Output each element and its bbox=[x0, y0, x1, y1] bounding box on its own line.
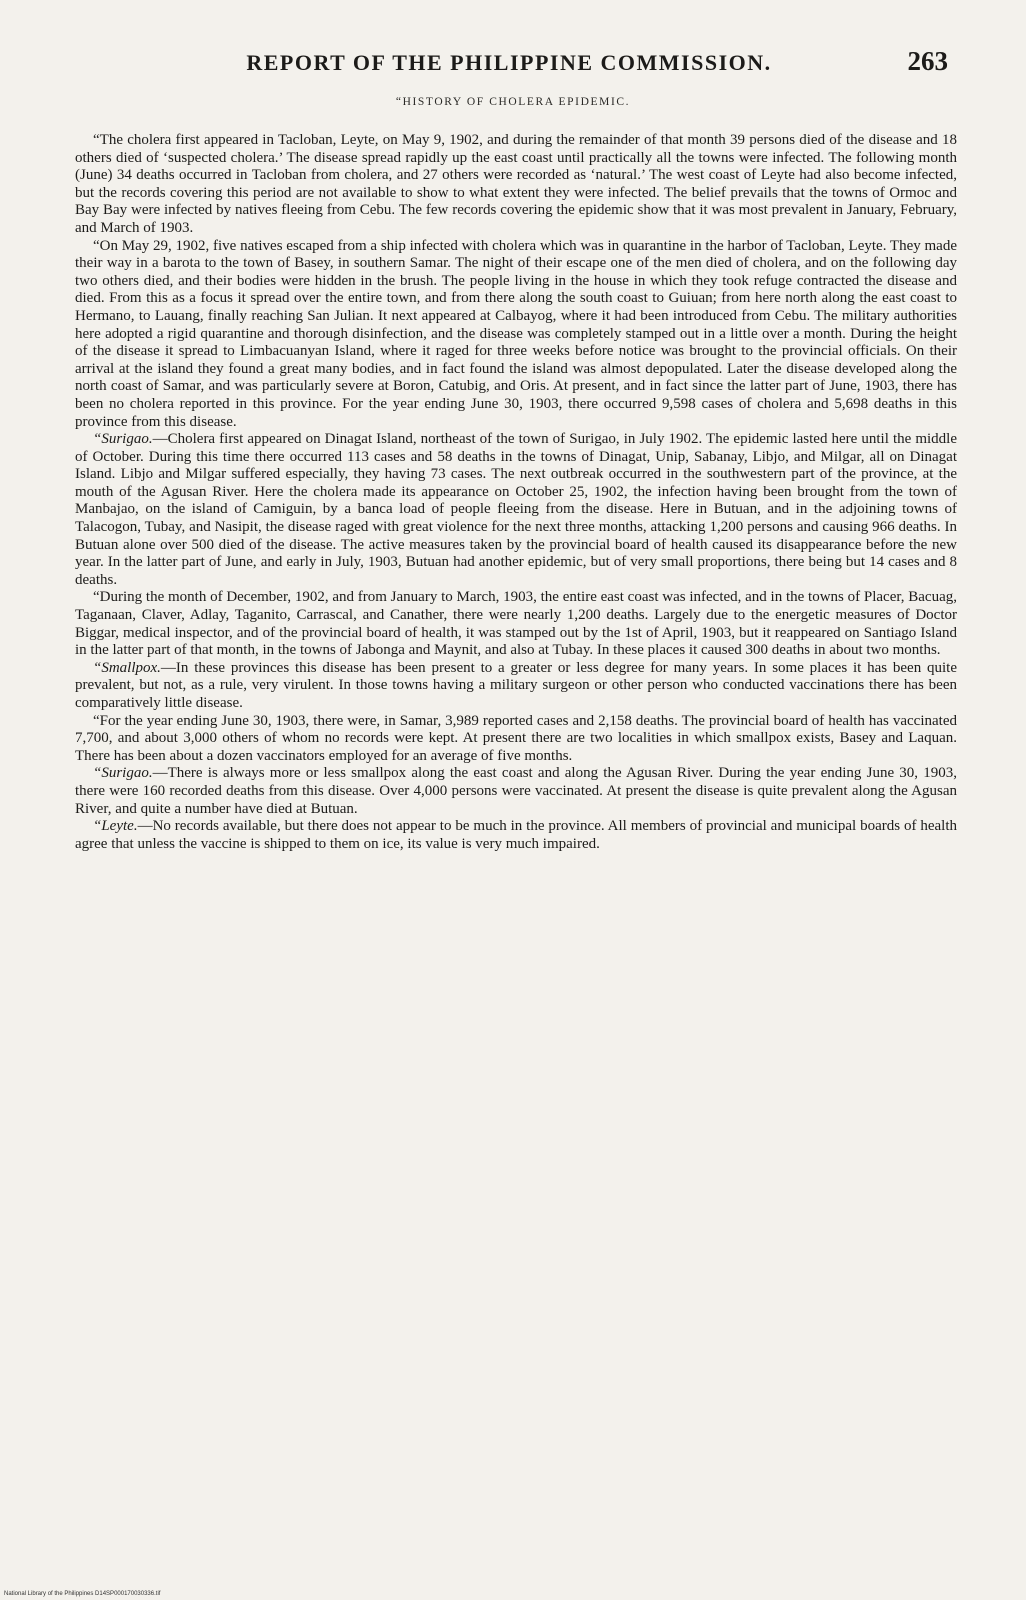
paragraph-lead: “Leyte. bbox=[93, 818, 138, 835]
paragraph bbox=[75, 660, 957, 713]
paragraph bbox=[75, 713, 957, 766]
report-title: REPORT OF THE PHILIPPINE COMMISSION. bbox=[246, 50, 772, 75]
paragraph bbox=[75, 589, 957, 659]
paragraph-text: “On May 29, 1902, five natives escaped from a ship infected with cholera which was in quarantine in the harbor of Tacloban, Leyte. They made their way in a barota to the town of Basey, in southern Samar. The night of their escape one of the men died of cholera, and on the following day two others died, and their bodies were hidden in the brush. The people living in the house in which they took refuge contracted the disease and died. From this as a focus it spread over the entire town, and from there along the south coast to Guiuan; from here north along the east coast to Hermano, to Lauang, finally reaching San Julian. It next appeared at Calbayog, where it had been introduced from Cebu. The military authorities here adopted a rigid quarantine and thorough disinfection, and the disease was completely stamped out in a little over a month. During the height of the disease it spread to Limbacuanyan Island, where it raged for three weeks before notice was brought to the provincial officials. On their arrival at the island they found a great many bodies, and in fact found the island was almost depopulated. Later the disease developed along the north coast of Samar, and was particularly severe at Boron, Catubig, and Oris. At present, and in fact since the latter part of June, 1903, there has been no cholera reported in this province. For the year ending June 30, 1903, there occurred 9,598 cases of cholera and 5,698 deaths in this province from this disease. bbox=[75, 237, 957, 430]
paragraph-text: —In these provinces this disease has been present to a greater or less degree for many years. In some places it has been quite prevalent, but not, as a rule, very virulent. In those towns having a military surgeon or other person who conducted vaccinations there has been comparatively little disease. bbox=[75, 659, 957, 711]
running-head bbox=[70, 46, 948, 86]
paragraph bbox=[75, 431, 957, 589]
paragraph-lead: “Smallpox. bbox=[93, 659, 161, 676]
paragraph-text: —No records available, but there does not appear to be much in the province. All members of provincial and municipal boards of health agree that unless the vaccine is shipped to them on ice, its value is very much impaired. bbox=[75, 818, 957, 852]
paragraph bbox=[75, 132, 957, 238]
paragraph-text: “During the month of December, 1902, and from January to March, 1903, the entire east coast was infected, and in the towns of Placer, Bacuag, Taganaan, Claver, Adlay, Taganito, Carrascal, and Canather, there were nearly 1,200 deaths. Largely due to the energetic measures of Doctor Biggar, medical inspector, and of the provincial board of health, it was stamped out by the 1st of April, 1903, but it reappeared on Santiago Island in the latter part of that month, in the towns of Jabonga and Maynit, and also at Tubay. In these places it caused 300 deaths in about two months. bbox=[75, 589, 957, 659]
body-text bbox=[75, 132, 957, 853]
section-heading: “HISTORY OF CHOLERA EPIDEMIC. bbox=[395, 96, 631, 108]
scan-footer: National Library of the Philippines D14SP000170030336.tif bbox=[4, 1591, 161, 1597]
page-number: 263 bbox=[907, 46, 948, 76]
paragraph-text: “For the year ending June 30, 1903, there were, in Samar, 3,989 reported cases and 2,158 deaths. The provincial board of health has vaccinated 7,700, and about 3,000 others of whom no records were kept. At present there are two localities in which smallpox exists, Basey and Laquan. There has been about a dozen vaccinators employed for an average of five months. bbox=[75, 712, 957, 764]
paragraph bbox=[75, 765, 957, 818]
paragraph-lead: “Surigao. bbox=[93, 765, 153, 782]
paragraph bbox=[75, 238, 957, 432]
paragraph bbox=[75, 818, 957, 853]
paragraph-lead: “Surigao. bbox=[93, 431, 153, 448]
paragraph-text: “The cholera first appeared in Tacloban, Leyte, on May 9, 1902, and during the remainder of that month 39 persons died of the disease and 18 others died of ‘suspected cholera.’ The disease spread rapidly up the east coast until practically all the towns were infected. The following month (June) 34 deaths occurred in Tacloban from cholera, and 27 others were recorded as ‘natural.’ The west coast of Leyte had also become infected, but the records covering this period are not available to show to what extent they were infected. The belief prevails that the towns of Ormoc and Bay Bay were infected by natives fleeing from Cebu. The few records covering the epidemic show that it was most prevalent in January, February, and March of 1903. bbox=[75, 132, 957, 236]
paragraph-text: —Cholera first appeared on Dinagat Island, northeast of the town of Surigao, in July 1902. The epidemic lasted here until the middle of October. During this time there occurred 113 cases and 58 deaths in the towns of Dinagat, Unip, Sabanay, Libjo, and Milgar, all on Dinagat Island. Libjo and Milgar suffered especially, they having 73 cases. The next outbreak occurred in the southwestern part of the province, at the mouth of the Agusan River. Here the cholera made its appearance on October 25, 1902, the infection having been brought from the town of Manbajao, on the island of Camiguin, by a banca load of people fleeing from the disease. Here in Butuan, and in the adjoining towns of Talacogon, Tubay, and Nasipit, the disease raged with great violence for the next three months, attacking 1,200 persons and causing 966 deaths. In Butuan alone over 500 died of the disease. The active measures taken by the provincial board of health caused its disappearance before the new year. In the latter part of June, and early in July, 1903, Butuan had another epidemic, but of very small proportions, there being but 14 cases and 8 deaths. bbox=[75, 431, 957, 588]
paragraph-text: —There is always more or less smallpox along the east coast and along the Agusan River. During the year ending June 30, 1903, there were 160 recorded deaths from this disease. Over 4,000 persons were vaccinated. At present the disease is quite prevalent along the Agusan River, and quite a number have died at Butuan. bbox=[75, 765, 957, 817]
